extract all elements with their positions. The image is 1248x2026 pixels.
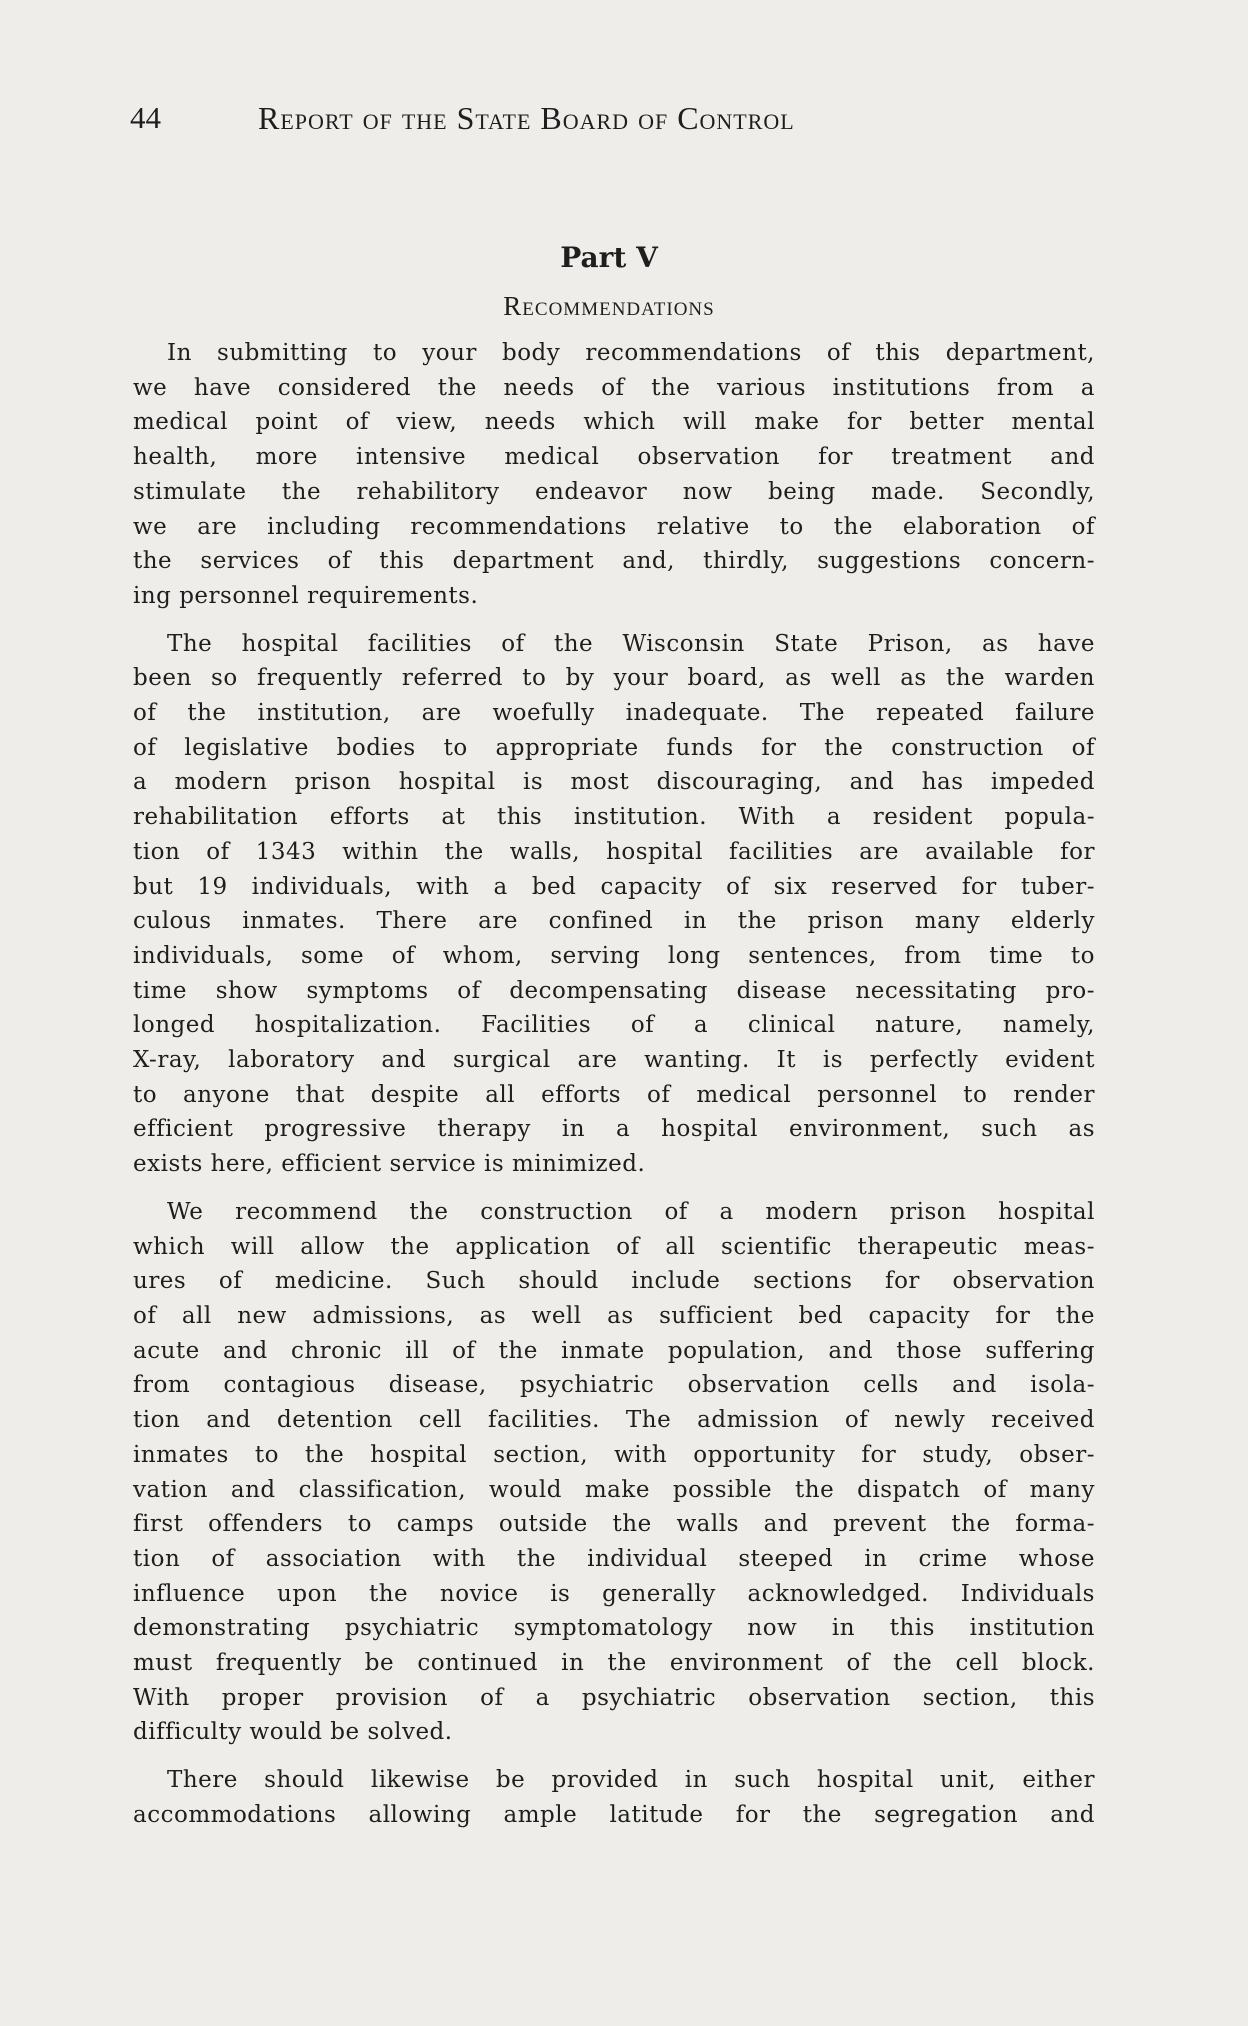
text-line: The hospital facilities of the Wisconsin State Prison, as have: [167, 630, 1095, 657]
text-line: a modern prison hospital is most discouraging, and has impeded: [133, 769, 1095, 796]
text-line: influence upon the novice is generally acknowledged. Individuals: [133, 1580, 1095, 1607]
text-line: culous inmates. There are confined in the prison many elderly: [133, 908, 1095, 935]
text-line: we have considered the needs of the various institutions from a: [133, 374, 1095, 401]
text-line: With proper provision of a psychiatric observation section, this: [133, 1684, 1095, 1711]
part-heading: Part V: [560, 241, 658, 274]
text-line: ures of medicine. Such should include sections for observation: [133, 1268, 1095, 1295]
text-line: medical point of view, needs which will make for better mental: [133, 409, 1095, 436]
text-line: stimulate the rehabilitory endeavor now being made. Secondly,: [133, 478, 1095, 505]
page-header: [130, 96, 1120, 140]
text-line: difficulty would be solved.: [133, 1719, 453, 1746]
text-line: efficient progressive therapy in a hospital environment, such as: [133, 1116, 1095, 1143]
text-line: There should likewise be provided in such hospital unit, either: [167, 1767, 1095, 1794]
text-line: to anyone that despite all efforts of medical personnel to render: [133, 1081, 1095, 1108]
text-line: health, more intensive medical observation for treatment and: [133, 444, 1095, 471]
text-line: demonstrating psychiatric symptomatology now in this institution: [133, 1615, 1095, 1642]
text-line: been so frequently referred to by your board, as well as the warden: [133, 665, 1095, 692]
text-line: acute and chronic ill of the inmate population, and those suffering: [133, 1337, 1095, 1364]
text-line: vation and classification, would make possible the dispatch of many: [133, 1476, 1095, 1503]
text-line: individuals, some of whom, serving long sentences, from time to: [133, 942, 1095, 969]
text-line: of all new admissions, as well as sufficient bed capacity for the: [133, 1302, 1095, 1329]
text-line: X-ray, laboratory and surgical are wanting. It is perfectly evident: [133, 1047, 1095, 1074]
text-line: time show symptoms of decompensating disease necessitating pro-: [133, 977, 1095, 1004]
section-heading: Recommendations: [503, 291, 715, 321]
text-line: inmates to the hospital section, with opportunity for study, obser-: [133, 1441, 1095, 1468]
text-line: we are including recommendations relative to the elaboration of: [133, 513, 1095, 540]
text-line: We recommend the construction of a modern prison hospital: [167, 1198, 1095, 1225]
paragraph: [133, 627, 1095, 1182]
text-line: the services of this department and, thirdly, suggestions concern-: [133, 548, 1095, 575]
body-text: [133, 336, 1095, 1846]
text-line: rehabilitation efforts at this institution. With a resident popula-: [133, 804, 1095, 831]
text-line: but 19 individuals, with a bed capacity of six reserved for tuber-: [133, 873, 1095, 900]
text-line: ing personnel requirements.: [133, 582, 479, 609]
text-line: of the institution, are woefully inadequate. The repeated failure: [133, 700, 1095, 727]
text-line: tion of association with the individual steeped in crime whose: [133, 1545, 1095, 1572]
text-line: tion of 1343 within the walls, hospital facilities are available for: [133, 838, 1095, 865]
text-line: which will allow the application of all scientific therapeutic meas-: [133, 1233, 1095, 1260]
text-line: first offenders to camps outside the walls and prevent the forma-: [133, 1511, 1095, 1538]
text-line: accommodations allowing ample latitude for the segregation and: [133, 1801, 1095, 1828]
page-number: 44: [130, 100, 161, 135]
running-head: Report of the State Board of Control: [258, 100, 795, 136]
paragraph: [133, 1195, 1095, 1750]
text-line: exists here, efficient service is minimized.: [133, 1151, 646, 1178]
text-line: tion and detention cell facilities. The admission of newly received: [133, 1407, 1095, 1434]
paragraph: [133, 336, 1095, 614]
text-line: longed hospitalization. Facilities of a clinical nature, namely,: [133, 1012, 1095, 1039]
text-line: must frequently be continued in the environment of the cell block.: [133, 1650, 1095, 1677]
text-line: of legislative bodies to appropriate funds for the construction of: [133, 734, 1095, 761]
text-line: In submitting to your body recommendations of this department,: [167, 340, 1095, 366]
text-line: from contagious disease, psychiatric observation cells and isola-: [133, 1372, 1095, 1399]
paragraph: [133, 1763, 1095, 1832]
